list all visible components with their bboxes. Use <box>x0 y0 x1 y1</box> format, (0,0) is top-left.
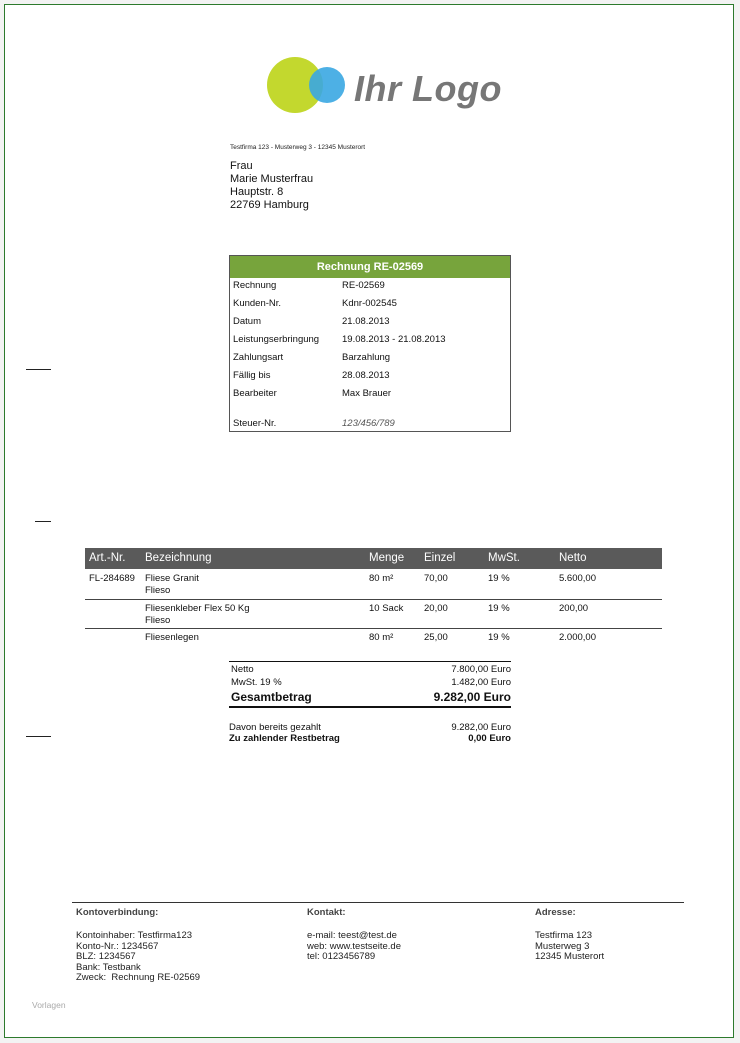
item-qty: 80 m² <box>369 573 394 584</box>
contact-email: e-mail: teest@test.de <box>307 930 397 941</box>
sender-line: Testfirma 123 - Musterweg 3 - 12345 Musterort <box>230 144 366 151</box>
invoice-page <box>4 4 734 1038</box>
item-net: 200,00 <box>559 603 589 614</box>
item-supplier: Flieso <box>145 585 171 596</box>
item-net: 2.000,00 <box>559 632 596 643</box>
invoice-info-box <box>229 255 511 432</box>
info-label: Rechnung <box>233 280 277 291</box>
item-vat: 19 % <box>488 632 510 643</box>
remaining-value: 0,00 Euro <box>468 733 511 744</box>
col-header-artnr: Art.-Nr. <box>89 552 126 564</box>
info-value: 28.08.2013 <box>342 370 390 381</box>
col-header-name: Bezeichnung <box>145 552 212 564</box>
recipient-street: Hauptstr. 8 <box>230 186 284 198</box>
info-label: Zahlungsart <box>233 352 284 363</box>
info-label: Fällig bis <box>233 370 271 381</box>
paid-value: 9.282,00 Euro <box>451 722 511 733</box>
contact-info <box>307 931 401 963</box>
bank-line: Konto-Nr.: 1234567 <box>76 940 159 952</box>
item-qty: 10 Sack <box>369 603 404 614</box>
col-header-net: Netto <box>559 552 587 564</box>
recipient-address <box>230 160 313 212</box>
item-unit-price: 20,00 <box>424 603 448 614</box>
fold-mark <box>26 369 51 370</box>
invoice-info-title: Rechnung RE-02569 <box>230 256 510 278</box>
contact-phone: tel: 0123456789 <box>307 951 376 962</box>
contact-web: web: www.testseite.de <box>307 940 401 952</box>
col-header-unit: Einzel <box>424 552 456 564</box>
info-value: Max Brauer <box>342 388 392 399</box>
info-label: Leistungserbringung <box>233 334 320 345</box>
total-label: Gesamtbetrag <box>231 690 312 704</box>
watermark: Vorlagen <box>32 1000 66 1010</box>
recipient-name: Marie Musterfrau <box>230 173 314 185</box>
logo-blue-circle <box>309 67 345 103</box>
total-value: 9.282,00 Euro <box>433 690 511 704</box>
row-divider <box>85 628 662 629</box>
netto-value: 7.800,00 Euro <box>451 664 511 675</box>
item-vat: 19 % <box>488 573 510 584</box>
remaining-label: Zu zahlender Restbetrag <box>229 733 340 744</box>
fold-mark <box>35 521 51 522</box>
info-value: Kdnr-002545 <box>342 298 397 309</box>
address-line: 12345 Musterort <box>535 951 605 962</box>
bank-info <box>76 931 200 984</box>
item-unit-price: 25,00 <box>424 632 448 643</box>
logo-text: Ihr Logo <box>354 68 502 109</box>
row-divider <box>85 599 662 600</box>
info-value: 21.08.2013 <box>342 316 390 327</box>
contact-title: Kontakt: <box>307 907 346 918</box>
bank-line: Zweck: Rechnung RE-02569 <box>76 972 201 983</box>
address-info <box>535 931 604 963</box>
tax-number-value: 123/456/789 <box>342 418 395 429</box>
address-line: Musterweg 3 <box>535 940 590 952</box>
info-value: RE-02569 <box>342 280 385 291</box>
bank-line: Bank: Testbank <box>76 961 141 973</box>
item-unit-price: 70,00 <box>424 573 448 584</box>
col-header-qty: Menge <box>369 552 405 564</box>
item-vat: 19 % <box>488 603 510 614</box>
vat-label: MwSt. 19 % <box>231 677 282 688</box>
recipient-city: 22769 Hamburg <box>230 199 309 211</box>
info-value: Barzahlung <box>342 352 391 363</box>
item-supplier: Flieso <box>145 615 171 626</box>
netto-label: Netto <box>231 664 254 675</box>
items-table-header <box>85 548 662 569</box>
address-title: Adresse: <box>535 907 576 918</box>
info-label: Bearbeiter <box>233 388 277 399</box>
footer-divider <box>72 902 684 903</box>
col-header-vat: MwSt. <box>488 552 520 564</box>
item-net: 5.600,00 <box>559 573 596 584</box>
tax-number-label: Steuer-Nr. <box>233 418 277 429</box>
item-name: Fliesenkleber Flex 50 Kg <box>145 603 250 614</box>
bank-title: Kontoverbindung: <box>76 907 159 918</box>
item-artnr: FL-284689 <box>89 573 135 584</box>
item-qty: 80 m² <box>369 632 394 643</box>
bank-line: BLZ: 1234567 <box>76 951 136 962</box>
item-name: Fliese Granit <box>145 573 199 584</box>
paid-label: Davon bereits gezahlt <box>229 722 321 733</box>
address-line: Testfirma 123 <box>535 930 593 941</box>
recipient-salutation: Frau <box>230 160 253 172</box>
totals-top-line <box>229 661 511 662</box>
bank-line: Kontoinhaber: Testfirma123 <box>76 930 193 941</box>
totals-bottom-line <box>229 706 511 708</box>
info-label: Datum <box>233 316 261 327</box>
vat-value: 1.482,00 Euro <box>451 677 511 688</box>
item-name: Fliesenlegen <box>145 632 199 643</box>
fold-mark <box>26 736 51 737</box>
info-value: 19.08.2013 - 21.08.2013 <box>342 334 446 345</box>
info-label: Kunden-Nr. <box>233 298 282 309</box>
